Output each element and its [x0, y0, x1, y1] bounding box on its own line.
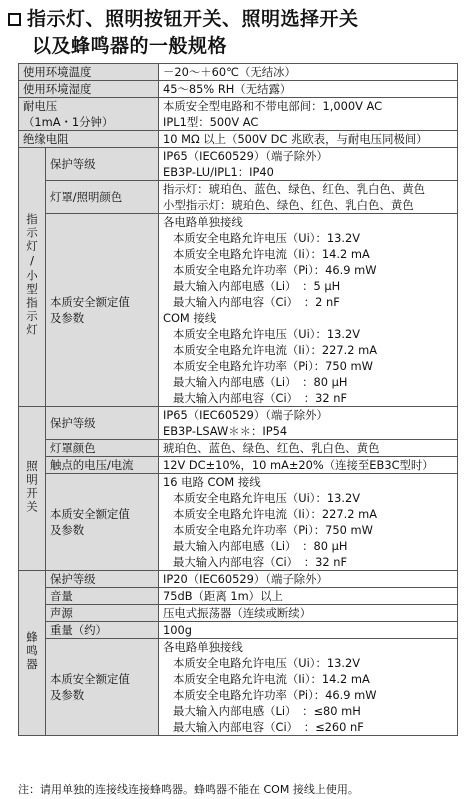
- section-name: 照明开关: [25, 459, 39, 514]
- spec-line: 最大输入内部电感（Li） ：80 μH: [173, 375, 348, 389]
- table-row: [19, 81, 458, 98]
- table-row: [19, 214, 458, 407]
- spec-value: [159, 181, 458, 214]
- spec-line: IP65（IEC60529）（端子除外）: [163, 408, 328, 422]
- spec-line: （1mA・1分钟）: [23, 115, 114, 129]
- spec-label: 触点的电压/电流: [46, 457, 159, 474]
- table-row: [19, 622, 458, 639]
- spec-label: 音量: [46, 588, 159, 605]
- spec-line: 压电式振荡器（连续或断续）: [163, 606, 312, 620]
- spec-line: 本质安全电路允许功率（Pi）：46.9 mW: [173, 688, 377, 702]
- spec-value: [159, 214, 458, 407]
- spec-line: 本质安全额定值: [50, 295, 130, 309]
- spec-label: 灯罩颜色: [46, 440, 159, 457]
- spec-value: [159, 148, 458, 181]
- spec-label: [46, 639, 159, 736]
- spec-line: 各电路单独接线: [163, 640, 243, 654]
- spec-line: 及参数: [50, 311, 85, 325]
- spec-value: [159, 98, 458, 131]
- checkbox-square-icon: [8, 13, 21, 26]
- spec-line: 45～85% RH（无结露）: [163, 82, 292, 96]
- spec-label: [19, 64, 159, 81]
- spec-line: COM 接线: [163, 311, 217, 325]
- spec-value: [159, 622, 458, 639]
- table-row: [19, 64, 458, 81]
- footnote: 注：请用单独的连接线连接蜂鸣器。蜂鸣器不能在 COM 接线上使用。: [18, 783, 359, 796]
- table-row: [19, 131, 458, 148]
- spec-line: 本质安全电路允许电流（Ii）：14.2 mA: [173, 672, 370, 686]
- table-row: [19, 440, 458, 457]
- spec-line: 10 MΩ 以上（500V DC 兆欧表，与耐电压同极间）: [163, 132, 428, 146]
- spec-value: [159, 407, 458, 440]
- spec-label: 保护等级: [46, 407, 159, 440]
- spec-line: 绝缘电阻: [23, 132, 69, 146]
- table-row: [19, 571, 458, 588]
- spec-line: 小型指示灯：琥珀色、绿色、红色、乳白色、黄色: [163, 198, 414, 212]
- spec-label: [19, 131, 159, 148]
- spec-label: 声源: [46, 605, 159, 622]
- spec-line: IPL1型：500V AC: [163, 115, 259, 129]
- spec-line: 最大输入内部电容（Ci） ：2 nF: [173, 295, 340, 309]
- spec-value: [159, 571, 458, 588]
- spec-label: [19, 81, 159, 98]
- spec-line: 本质安全电路允许电流（Ii）：14.2 mA: [173, 247, 370, 261]
- section-label-switch: [19, 407, 46, 571]
- spec-line: 本质安全电路允许电压（Ui）：13.2V: [173, 231, 361, 245]
- spec-value: [159, 457, 458, 474]
- spec-line: EB3P-LU/IPL1：IP40: [163, 165, 274, 179]
- spec-label: [19, 98, 159, 131]
- table-row: [19, 148, 458, 181]
- spec-line: 本质安全电路允许功率（Pi）：46.9 mW: [173, 263, 377, 277]
- spec-line: 耐电压: [23, 99, 58, 113]
- spec-line: 本质安全电路允许电流（Ii）：227.2 mA: [173, 507, 378, 521]
- spec-line: 琥珀色、蓝色、绿色、红色、乳白色、黄色: [163, 441, 380, 455]
- spec-value: [159, 131, 458, 148]
- spec-line: 本质安全电路允许功率（Pi）：750 mW: [173, 523, 373, 537]
- spec-line: 最大输入内部电容（Ci） ：32 nF: [173, 391, 347, 405]
- spec-value: [159, 605, 458, 622]
- spec-line: 指示灯：琥珀色、蓝色、绿色、红色、乳白色、黄色: [163, 182, 425, 196]
- section-name: 蜂鸣器: [25, 630, 39, 672]
- spec-value: [159, 588, 458, 605]
- table-row: [19, 474, 458, 571]
- spec-label: [46, 214, 159, 407]
- spec-line: 各电路单独接线: [163, 215, 243, 229]
- page-title: 指示灯、照明按钮开关、照明选择开关 以及蜂鸣器的一般规格: [8, 6, 359, 60]
- spec-line: 使用环境温度: [23, 65, 92, 79]
- spec-line: IP20（IEC60529）（端子除外）: [163, 572, 328, 586]
- spec-line: 16 电路 COM 接线: [163, 475, 261, 489]
- spec-line: 及参数: [50, 523, 85, 537]
- spec-line: IP65（IEC60529）（端子除外）: [163, 149, 328, 163]
- spec-line: －20～＋60℃（无结冰）: [163, 65, 296, 79]
- section-label-buzzer: [19, 571, 46, 736]
- spec-line: 本质安全电路允许电流（Ii）：227.2 mA: [173, 343, 378, 357]
- spec-label: 保护等级: [46, 571, 159, 588]
- spec-line: 本质安全电路允许电压（Ui）：13.2V: [173, 327, 361, 341]
- table-row: [19, 98, 458, 131]
- spec-line: 本质安全额定值: [50, 672, 130, 686]
- spec-value: [159, 639, 458, 736]
- table-row: [19, 639, 458, 736]
- spec-label: [46, 474, 159, 571]
- spec-table: [18, 63, 458, 736]
- spec-line: 本质安全电路允许电压（Ui）：13.2V: [173, 491, 361, 505]
- spec-line: 最大输入内部电感（Li） ：5 μH: [173, 279, 341, 293]
- table-row: [19, 407, 458, 440]
- spec-line: 本质安全型电路和不带电部间：1,000V AC: [163, 99, 383, 113]
- spec-line: 最大输入内部电感（Li） ：≤80 mH: [173, 704, 361, 718]
- spec-line: 本质安全额定值: [50, 507, 130, 521]
- table-row: [19, 588, 458, 605]
- spec-value: [159, 474, 458, 571]
- spec-value: [159, 440, 458, 457]
- table-row: [19, 181, 458, 214]
- spec-line: 最大输入内部电感（Li） ：80 μH: [173, 539, 348, 553]
- spec-line: 使用环境湿度: [23, 82, 92, 96]
- spec-label: 重量（约）: [46, 622, 159, 639]
- spec-line: 本质安全电路允许功率（Pi）：750 mW: [173, 359, 373, 373]
- spec-value: [159, 81, 458, 98]
- spec-line: 100g: [163, 623, 192, 637]
- spec-line: 最大输入内部电容（Ci） ：32 nF: [173, 555, 347, 569]
- table-row: [19, 605, 458, 622]
- section-label-indicator: [19, 148, 46, 407]
- spec-line: 及参数: [50, 688, 85, 702]
- spec-line: 75dB（距离 1m）以上: [163, 589, 283, 603]
- spec-label: 灯罩/照明颜色: [46, 181, 159, 214]
- table-row: [19, 457, 458, 474]
- spec-label: 保护等级: [46, 148, 159, 181]
- spec-line: 12V DC±10%，10 mA±20%（连接至EB3C型时）: [163, 458, 434, 472]
- section-name: 指示灯/小型指示灯: [25, 213, 39, 337]
- spec-line: 最大输入内部电容（Ci） ：≤260 nF: [173, 720, 364, 734]
- spec-line: EB3P-LSAW＊＊：IP54: [163, 424, 288, 438]
- spec-line: 本质安全电路允许电压（Ui）：13.2V: [173, 656, 361, 670]
- spec-value: [159, 64, 458, 81]
